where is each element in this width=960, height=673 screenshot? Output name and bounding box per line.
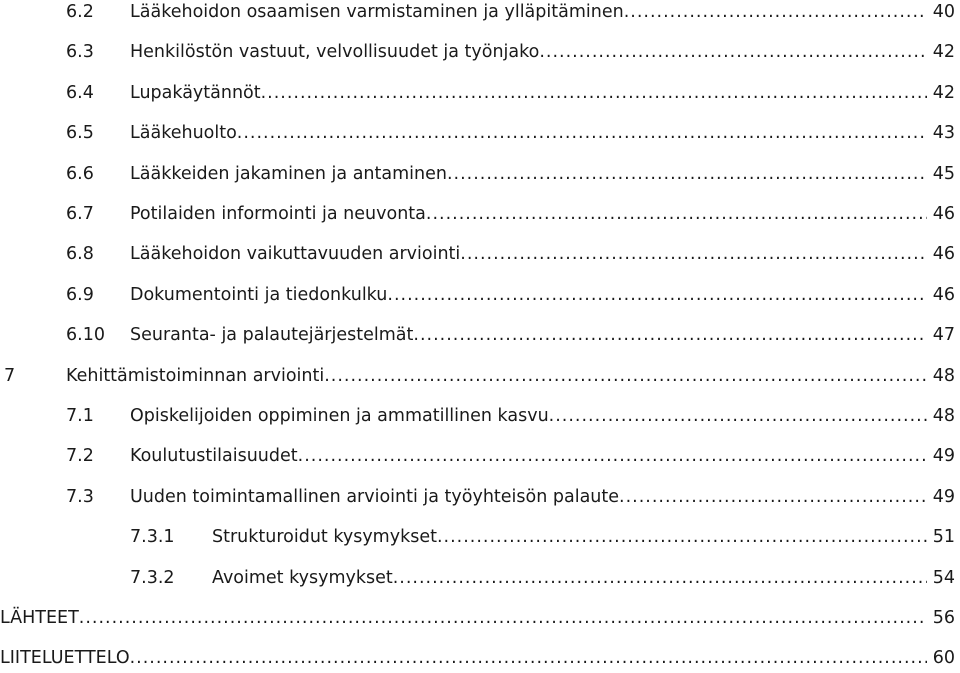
- dot-leader: [324, 361, 926, 391]
- toc-entry-page: 48: [932, 406, 955, 426]
- toc-entry[interactable]: [0, 118, 955, 148]
- toc-entry[interactable]: [0, 320, 955, 350]
- toc-entry-page: 49: [932, 446, 955, 467]
- toc-entry-page: 43: [932, 123, 955, 144]
- toc-entry-number: 6.10: [66, 325, 105, 346]
- toc-entry-number: 7: [4, 365, 16, 386]
- dot-leader: [460, 239, 926, 269]
- dot-leader: [298, 441, 927, 471]
- dot-leader: [619, 482, 927, 512]
- toc-entry-number: 6.8: [66, 244, 94, 265]
- toc-entry-page: 54: [932, 567, 955, 588]
- toc-entry-title: Koulutustilaisuudet: [130, 446, 298, 467]
- toc-entry-page: 42: [932, 42, 955, 63]
- toc-entry-page: 56: [932, 608, 955, 628]
- toc-entry-number: 6.6: [66, 163, 94, 184]
- toc-entry-number: 7.3: [66, 486, 94, 507]
- toc-entry-title: Avoimet kysymykset: [212, 567, 393, 588]
- toc-entry-title: LIITELUETTELO: [0, 648, 130, 669]
- toc-entry-title: LÄHTEET: [0, 608, 79, 628]
- toc-entry-number: 7.3.2: [130, 567, 175, 588]
- toc-entry-title: Strukturoidut kysymykset: [212, 527, 437, 548]
- dot-leader: [237, 118, 927, 148]
- toc-entry-number: 7.3.1: [130, 527, 175, 548]
- toc-entry-title: Potilaiden informointi ja neuvonta: [130, 204, 426, 224]
- toc-entry-number: 6.9: [66, 284, 94, 305]
- toc-entry-page: 47: [932, 325, 955, 346]
- toc-entry[interactable]: [0, 603, 955, 633]
- toc-entry[interactable]: [0, 0, 955, 27]
- toc-entry-page: 48: [932, 365, 955, 386]
- toc-entry-title: Lääkehoidon vaikuttavuuden arviointi: [130, 244, 461, 265]
- toc-entry[interactable]: [0, 159, 955, 189]
- dot-leader: [437, 522, 927, 552]
- toc-entry-number: 6.3: [66, 42, 94, 63]
- toc-entry-title: Uuden toimintamallinen arviointi ja työyhteisön palaute: [130, 486, 620, 507]
- dot-leader: [549, 401, 927, 431]
- dot-leader: [426, 199, 927, 229]
- toc-entry-title: Lupakäytännöt: [130, 82, 261, 103]
- dot-leader: [387, 280, 926, 310]
- toc-entry-title: Lääkehuolto: [130, 123, 237, 144]
- toc-entry-title: Kehittämistoiminnan arviointi: [66, 365, 325, 386]
- toc-entry-title: Opiskelijoiden oppiminen ja ammatillinen kasvu: [130, 406, 549, 426]
- toc-entry[interactable]: [0, 482, 955, 512]
- toc-entry[interactable]: [0, 441, 955, 471]
- dot-leader: [539, 37, 926, 67]
- toc-entry[interactable]: [0, 239, 955, 269]
- dot-leader: [413, 320, 926, 350]
- toc-entry[interactable]: [0, 361, 955, 391]
- toc-entry[interactable]: [0, 37, 955, 67]
- toc-entry[interactable]: [0, 401, 955, 431]
- toc-entry[interactable]: [0, 199, 955, 229]
- toc-entry-page: 46: [932, 284, 955, 305]
- toc-entry-number: 6.2: [66, 2, 94, 22]
- toc-entry-page: 51: [932, 527, 955, 548]
- dot-leader: [130, 643, 927, 673]
- toc-entry-page: 40: [932, 2, 955, 22]
- dot-leader: [261, 78, 927, 108]
- toc-entry-page: 42: [932, 82, 955, 103]
- toc-entry-page: 60: [932, 648, 955, 669]
- toc-entry[interactable]: [0, 522, 955, 552]
- toc-entry-title: Lääkehoidon osaamisen varmistaminen ja ylläpitäminen: [130, 2, 624, 22]
- toc-entry-page: 45: [932, 163, 955, 184]
- dot-leader: [624, 0, 927, 27]
- dot-leader: [447, 159, 927, 189]
- toc-entry[interactable]: [0, 563, 955, 593]
- toc-entry[interactable]: [0, 78, 955, 108]
- toc-entry-number: 7.1: [66, 406, 94, 426]
- dot-leader: [393, 563, 927, 593]
- toc-entry-page: 46: [932, 244, 955, 265]
- toc-entry-number: 6.4: [66, 82, 94, 103]
- toc-entry-title: Seuranta- ja palautejärjestelmät: [130, 325, 414, 346]
- toc-entry-number: 6.5: [66, 123, 94, 144]
- toc-entry-page: 46: [932, 204, 955, 224]
- dot-leader: [79, 603, 927, 633]
- toc-entry-title: Henkilöstön vastuut, velvollisuudet ja työnjako: [130, 42, 540, 63]
- toc-entry-page: 49: [932, 486, 955, 507]
- toc-entry-number: 6.7: [66, 204, 94, 224]
- toc-entry-title: Lääkkeiden jakaminen ja antaminen: [130, 163, 447, 184]
- toc-entry-number: 7.2: [66, 446, 94, 467]
- toc-entry[interactable]: [0, 280, 955, 310]
- toc-entry[interactable]: [0, 643, 955, 673]
- toc-entry-title: Dokumentointi ja tiedonkulku: [130, 284, 388, 305]
